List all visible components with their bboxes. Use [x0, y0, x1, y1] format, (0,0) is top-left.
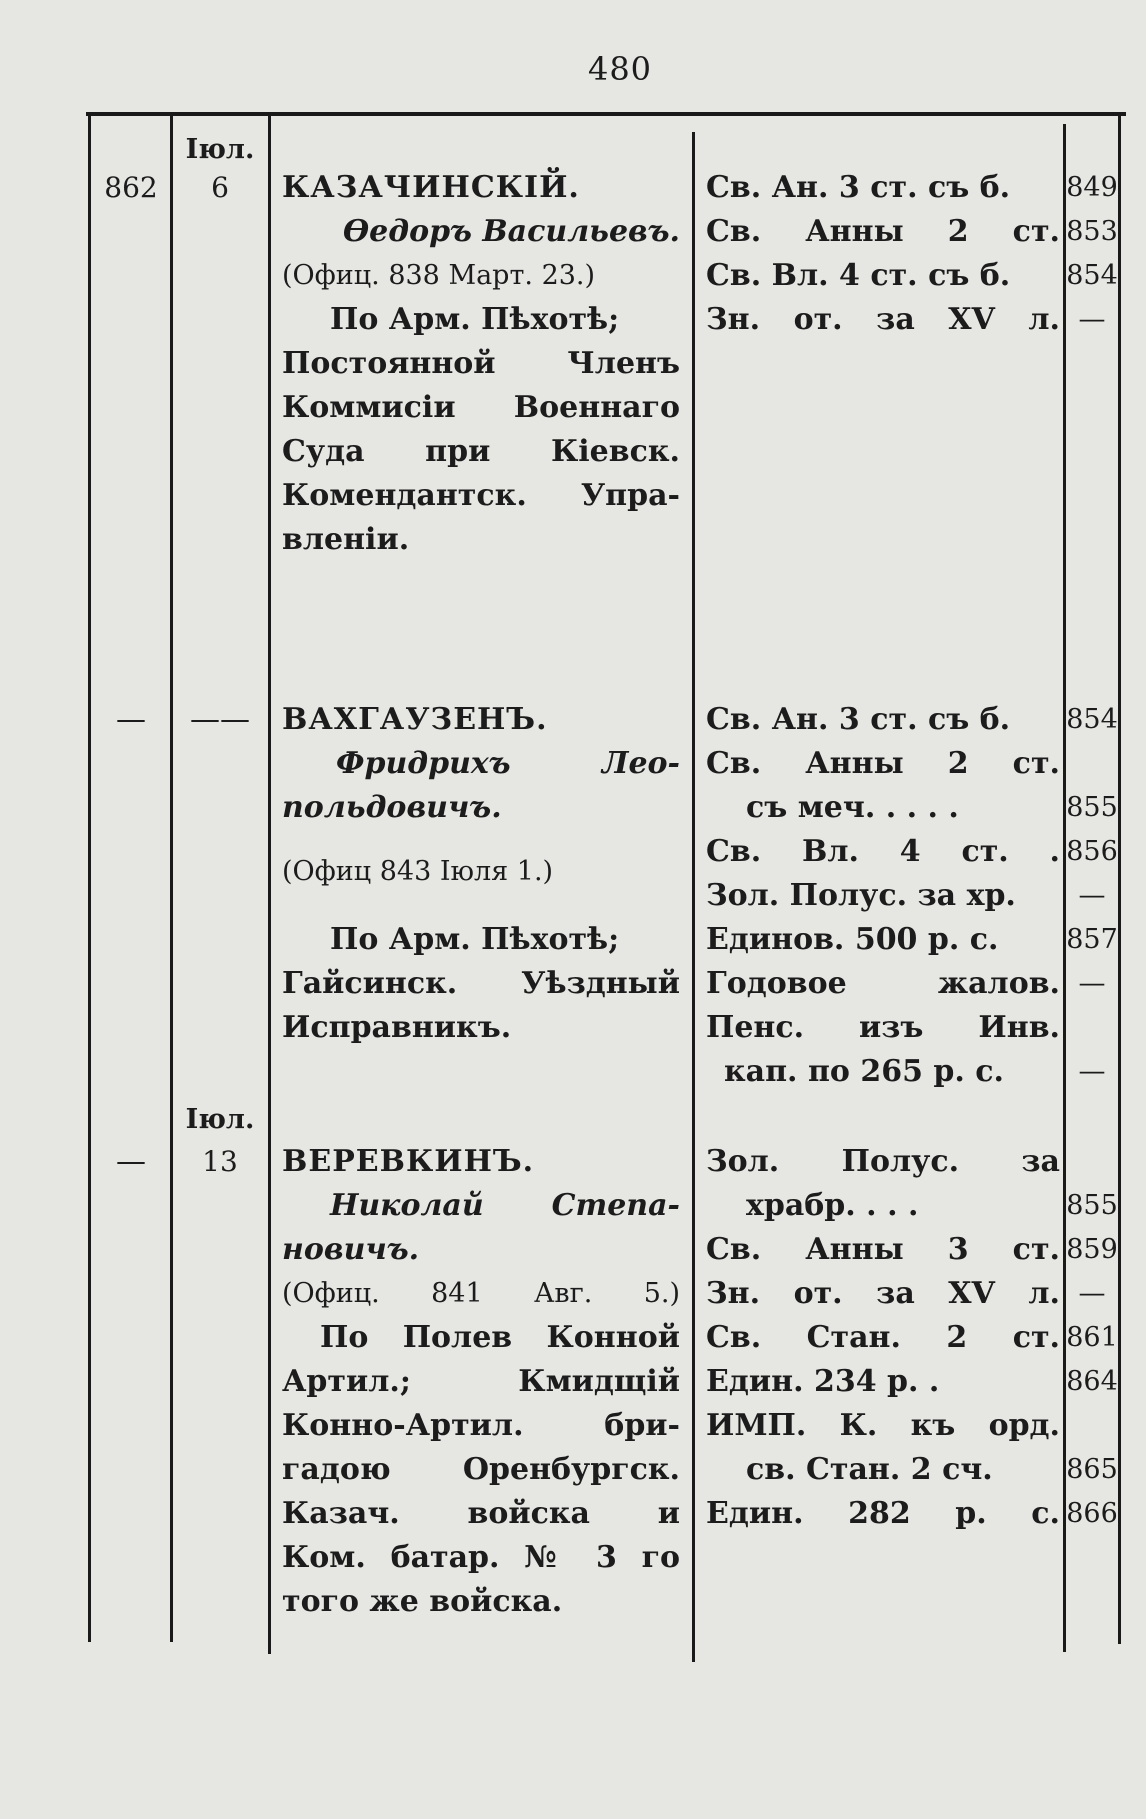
page-number: 480 — [587, 50, 653, 88]
award-year: — — [1078, 880, 1106, 911]
award-year: — — [1078, 1056, 1106, 1087]
award-year: 855 — [1066, 1190, 1118, 1221]
award: Св. Ан. 3 ст. съ б. — [706, 702, 1011, 737]
service-line: гадою Оренбургск. — [282, 1452, 680, 1487]
award: св. Стан. 2 сч. — [746, 1452, 993, 1487]
award-year: 849 — [1066, 172, 1118, 203]
award: Единов. 500 р. с. — [706, 922, 999, 957]
entry-given-name: Фридрихъ Лео- — [336, 746, 680, 781]
award-year: 859 — [1066, 1234, 1118, 1265]
award: Зол. Полус. за — [706, 1144, 1060, 1179]
entry-number: — — [116, 1144, 146, 1179]
entry-month: Іюл. — [185, 134, 255, 165]
service-line: Коммисіи Военнаго — [282, 390, 680, 425]
entry-officer-since: (Офиц 843 Іюля 1.) — [282, 856, 554, 887]
award-year: 866 — [1066, 1498, 1118, 1529]
service-line: Артил.; Кмидщій — [282, 1364, 680, 1399]
entry-given-name: польдовичъ. — [282, 790, 502, 825]
entry-number: — — [116, 702, 146, 737]
table-top-rule — [86, 112, 1126, 116]
column-rule-2 — [170, 114, 173, 1642]
service-line: вленіи. — [282, 522, 410, 557]
award-year: 857 — [1066, 924, 1118, 955]
column-rule-4 — [692, 132, 695, 1662]
entry-surname: ВЕРЕВКИНЪ. — [282, 1144, 535, 1179]
column-rule-3 — [268, 114, 271, 1654]
award-year: — — [1078, 968, 1106, 999]
entry-given-name: новичъ. — [282, 1232, 420, 1267]
award: Един. 282 р. с. — [706, 1496, 1060, 1531]
award: Св. Анны 3 ст. — [706, 1232, 1060, 1267]
award: Годовое жалов. — [706, 966, 1060, 1001]
entry-number: 862 — [104, 171, 158, 204]
entry-surname: ВАХГАУЗЕНЪ. — [282, 702, 548, 737]
award: Един. 234 р. . — [706, 1364, 940, 1399]
service-line: Ком. батар. № 3 го — [282, 1540, 680, 1575]
service-line: По Полев Конной — [320, 1320, 680, 1355]
award: кап. по 265 р. с. — [724, 1054, 1005, 1089]
award: Зн. от. за XV л. — [706, 1276, 1060, 1311]
entry-day: —— — [190, 702, 250, 737]
service-line: По Арм. Пѣхотѣ; — [330, 302, 620, 337]
award-year: — — [1078, 304, 1106, 335]
service-line: Исправникъ. — [282, 1010, 512, 1045]
award: Св. Анны 2 ст. — [706, 746, 1060, 781]
entry-day: 6 — [211, 171, 229, 204]
entry-surname: КАЗАЧИНСКІЙ. — [282, 170, 580, 205]
award: храбр. . . . — [746, 1188, 919, 1223]
entry-officer-since: (Офиц. 841 Авг. 5.) — [282, 1278, 680, 1309]
service-line: Постоянной Членъ — [282, 346, 680, 381]
column-rule-1 — [88, 114, 91, 1642]
award: Св. Вл. 4 ст. съ б. — [706, 258, 1011, 293]
award-year: 864 — [1066, 1366, 1118, 1397]
service-line: того же войска. — [282, 1584, 563, 1619]
award: Св. Вл. 4 ст. . — [706, 834, 1060, 869]
award-year: — — [1078, 1278, 1106, 1309]
award-year: 865 — [1066, 1454, 1118, 1485]
award-year: 854 — [1066, 260, 1118, 291]
award: съ меч. . . . . — [746, 790, 959, 825]
award: Св. Анны 2 ст. — [706, 214, 1060, 249]
award-year: 855 — [1066, 792, 1118, 823]
service-line: Казач. войска и — [282, 1496, 680, 1531]
entry-officer-since: (Офиц. 838 Март. 23.) — [282, 260, 596, 291]
award-year: 861 — [1066, 1322, 1118, 1353]
award-year: 854 — [1066, 704, 1118, 735]
award: Зол. Полус. за хр. — [706, 878, 1016, 913]
entry-given-name: Ѳедоръ Васильевъ. — [343, 214, 680, 249]
service-line: Суда при Кіевск. — [282, 434, 680, 469]
award: Св. Ан. 3 ст. съ б. — [706, 170, 1011, 205]
award: ИМП. К. къ орд. — [706, 1408, 1060, 1443]
award-year: 856 — [1066, 836, 1118, 867]
award-year: 853 — [1066, 216, 1118, 247]
award: Зн. от. за XV л. — [706, 302, 1060, 337]
service-line: По Арм. Пѣхотѣ; — [330, 922, 620, 957]
entry-month: Іюл. — [185, 1104, 255, 1135]
entry-day: 13 — [202, 1145, 238, 1178]
award: Пенс. изъ Инв. — [706, 1010, 1060, 1045]
award: Св. Стан. 2 ст. — [706, 1320, 1060, 1355]
service-line: Гайсинск. Уѣздный — [282, 966, 680, 1001]
service-line: Конно-Артил. бри- — [282, 1408, 680, 1443]
service-line: Комендантск. Упра- — [282, 478, 680, 513]
entry-given-name: Николай Степа- — [330, 1188, 680, 1223]
